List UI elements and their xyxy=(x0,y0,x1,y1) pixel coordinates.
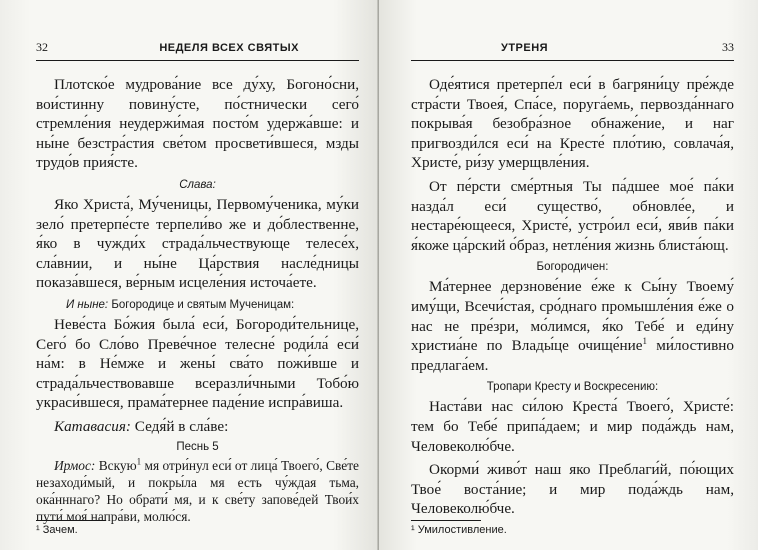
left-paragraph-1: Плотско́е мудрова́ние все ду́ху, Богоно́сни, вои́стинну повину́сте, по́стнически сего́ стремле́ния неудержи́мая посто́м удержа́вше: и ны́не безстра́стия све́том просвети́вшеся, мзды трудо́в прия́сте. xyxy=(36,76,359,172)
right-paragraph-5: Окорми́ живо́т наш яко Преблаги́й, по́ющих Твое́ воста́ние; и мир пода́ждь нам, Человеколю́бче. xyxy=(411,461,734,518)
right-page-number: 33 xyxy=(722,40,734,54)
right-paragraph-4: Наста́ви нас си́лою Креста́ Твоего́, Христе́: тем бо Тебе́ припа́даем; и мир пода́ждь нам, Человеколю́бче. xyxy=(411,398,734,455)
rubric-i-nyne-label: И ныне: xyxy=(66,298,109,311)
right-footnote: ¹ Умилостивление. xyxy=(411,524,507,536)
katavasia-text: Седя́й в сла́ве: xyxy=(130,417,229,435)
katavasia-line xyxy=(54,417,359,437)
right-paragraph-3-b: ми́лостивно предлага́ем. xyxy=(411,337,734,374)
right-paragraph-1: Оде́ятися претерпе́л еси́ в багряни́цу пре́жде стра́сти Твоея́, Спа́се, поруга́емь, первозда́ннаго покрыва́я безобра́зное обнаже́ние, и наг пригвозди́лся еси́ на Кресте́ пло́тию, совлача́я, Христе́, ри́зу умерщвле́ния. xyxy=(411,76,734,172)
rubric-tropari: Тропари Кресту и Воскресению: xyxy=(486,381,659,394)
rubric-pesn-5: Песнь 5 xyxy=(176,440,219,453)
rubric-slava: Слава: xyxy=(179,178,216,191)
irmos-text-b: мя отри́нул еси́ от лица́ Твоего́, Све́те незаходи́мый, и покры́ла мя есть чу́ждая тьма, ока́нннаго? Но обрати́ мя, и к све́ту запове́дей Твои́х пути́ моя́ напра́ви, молю́ся. xyxy=(36,457,359,524)
right-footnote-marker: 1 xyxy=(642,336,648,347)
left-page-header xyxy=(36,40,359,61)
right-paragraph-3 xyxy=(411,277,734,375)
rubric-i-nyne xyxy=(36,297,359,313)
right-footnote-area xyxy=(411,512,507,536)
irmos-text-a: Вскую xyxy=(95,457,137,473)
right-paragraph-3-a: Ма́тернее дерзнове́ние е́же к Сы́ну Твоему́ иму́щи, Всечи́стая, сро́днаго промышле́ния е́же о нас не пре́зри, мо́лимся, я́ко Тебе́ и еди́ну христиа́не по Влады́це очище́ние xyxy=(411,278,734,355)
right-page xyxy=(379,0,758,550)
right-paragraph-2: От пе́рсти сме́ртныя Ты па́дшее мое́ па́ки назда́л еси́ существо́, обновле́е, и нестаре́ющееся, Христе́, устро́ил еси́, яви́в па́ки я́коже ца́рский о́браз, нетле́ния жизнь блиста́ющ. xyxy=(411,177,734,254)
left-footnote-area xyxy=(36,512,106,536)
rubric-bogorodichen: Богородичен: xyxy=(536,261,609,274)
right-footnote-rule xyxy=(411,520,481,521)
right-running-head: УТРЕНЯ xyxy=(501,42,549,54)
left-page-number: 32 xyxy=(36,40,48,54)
left-footnote-rule xyxy=(36,520,106,521)
irmos-footnote-marker: 1 xyxy=(136,456,142,467)
left-paragraph-3: Неве́ста Бо́жия была́ еси́, Богороди́тельнице, Сего́ бо Сло́во Преве́чное телесне́ роди́ла́ еси́ на́м: в Не́мже и жены́ сва́то пожи́вше и страда́льчествовавше всеразли́чными Тобо́ю украси́вшеся, прама́тернее паде́ние испра́виша. xyxy=(36,315,359,412)
rubric-i-nyne-text: Богородице и святым Мученицам: xyxy=(108,298,295,311)
left-footnote: ¹ Зачем. xyxy=(36,524,78,536)
irmos-label: Ирмос: xyxy=(54,457,96,473)
left-paragraph-2: Яко Христа́, Му́ченицы, Первому́ченика, му́ки зело́ претерпе́сте терпели́во же и до́блественне, я́ко в чужди́х страда́льчествующе телесе́х, сла́внии, и ны́не Ца́рствия насле́дницы показа́вшеся, ве́рным исцеле́ния источа́ете. xyxy=(36,195,359,292)
katavasia-label: Катавасия: xyxy=(54,417,131,435)
right-page-header xyxy=(411,40,734,61)
left-running-head: НЕДЕЛЯ ВСЕХ СВЯТЫХ xyxy=(159,42,299,54)
